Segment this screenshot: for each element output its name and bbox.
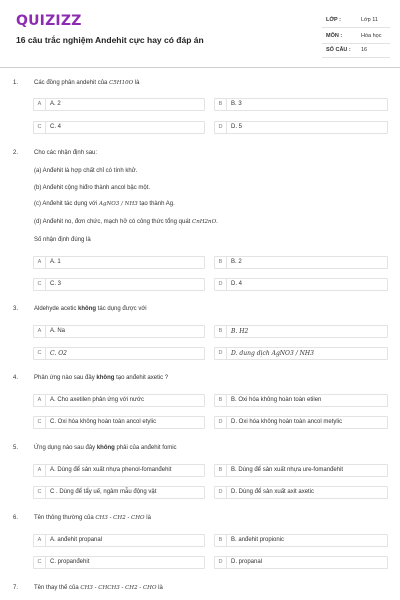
option-a[interactable]: A A. Na xyxy=(33,325,205,338)
question-text: Phản ứng nào sau đây không tạo anđehit axetic ? xyxy=(34,375,169,381)
option-b[interactable]: B B. 3 xyxy=(214,98,388,111)
option-c[interactable]: C C . Dùng để tẩy uế, ngâm mẫu động vật xyxy=(33,486,205,499)
option-a[interactable]: A A. Dùng để sản xuất nhựa phenol-fomanđehit xyxy=(33,464,205,477)
option-b[interactable]: B B. Dùng để sản xuất nhựa ure-fomanđehit xyxy=(214,464,388,477)
option-d[interactable]: D D. Dùng để sản xuất axit axetic xyxy=(214,486,388,499)
quizizz-logo: QUIZIZZ xyxy=(16,13,82,29)
option-d[interactable]: D D. 5 xyxy=(214,121,388,134)
question-text: Tên thông thường của CH3 - CH2 - CHO là xyxy=(34,515,151,521)
statement-line: (d) Anđehit no, đơn chức, mạch hở có công thức tổng quát CnH2nO. xyxy=(34,219,218,225)
page-title: 16 câu trắc nghiệm Andehit cực hay có đáp án xyxy=(16,35,204,45)
class-label: LỚP : xyxy=(326,17,341,23)
option-c[interactable]: C C. propanđehit xyxy=(33,556,205,569)
question-count-label: SỐ CÂU : xyxy=(326,47,351,53)
option-d[interactable]: D D. 4 xyxy=(214,278,388,291)
subject-label: MÔN : xyxy=(326,33,343,39)
question-text: Các đồng phân andehit của C5H10O là xyxy=(34,80,140,86)
question-number: 6. xyxy=(13,515,19,521)
question-count-value: 16 xyxy=(361,47,368,53)
question-text: Ứng dụng nào sau đây không phải của anđehit fomic xyxy=(34,445,177,451)
question-text: Aldehyde acetic không tác dụng được với xyxy=(34,306,147,312)
option-c[interactable]: C C. O2 xyxy=(33,347,205,360)
question-text: Tên thay thế của CH3 - CHCH3 - CH2 - CHO là xyxy=(34,585,163,591)
option-b[interactable]: B B. H2 xyxy=(214,325,388,338)
meta-divider xyxy=(322,57,390,58)
statement-line: (b) Anđehit cộng hiđro thành ancol bậc một. xyxy=(34,185,151,191)
option-b[interactable]: B B. 2 xyxy=(214,256,388,269)
option-a[interactable]: A A. 1 xyxy=(33,256,205,269)
question-text: Cho các nhận định sau: xyxy=(34,150,98,156)
question-prompt: Số nhận định đúng là xyxy=(34,237,91,243)
question-number: 3. xyxy=(13,306,19,312)
option-b[interactable]: B B. anđehit propionic xyxy=(214,534,388,547)
subject-value: Hóa học xyxy=(361,33,382,39)
statement-line: (a) Anđehit là hợp chất chỉ có tính khử. xyxy=(34,168,138,174)
option-a[interactable]: A A. Cho axetilen phản ứng với nước xyxy=(33,394,205,407)
question-number: 7. xyxy=(13,585,19,591)
class-value: Lớp 11 xyxy=(361,17,378,23)
question-number: 1. xyxy=(13,80,19,86)
option-c[interactable]: C C. Oxi hóa không hoàn toàn ancol etylic xyxy=(33,416,205,429)
option-d[interactable]: D D. propanal xyxy=(214,556,388,569)
question-number: 5. xyxy=(13,445,19,451)
question-number: 4. xyxy=(13,375,19,381)
option-d[interactable]: D D. dung dịch AgNO3 / NH3 xyxy=(214,347,388,360)
option-c[interactable]: C C. 4 xyxy=(33,121,205,134)
option-a[interactable]: A A. 2 xyxy=(33,98,205,111)
option-b[interactable]: B B. Oxi hóa không hoàn toàn etilen xyxy=(214,394,388,407)
question-number: 2. xyxy=(13,150,19,156)
meta-divider xyxy=(322,43,390,44)
option-d[interactable]: D D. Oxi hóa không hoàn toàn ancol metylic xyxy=(214,416,388,429)
option-c[interactable]: C C. 3 xyxy=(33,278,205,291)
statement-line: (c) Anđehit tác dụng với AgNO3 / NH3 tạo thành Ag. xyxy=(34,201,175,207)
meta-divider xyxy=(322,27,390,28)
option-a[interactable]: A A. anđehit propanal xyxy=(33,534,205,547)
header-divider xyxy=(0,67,400,68)
